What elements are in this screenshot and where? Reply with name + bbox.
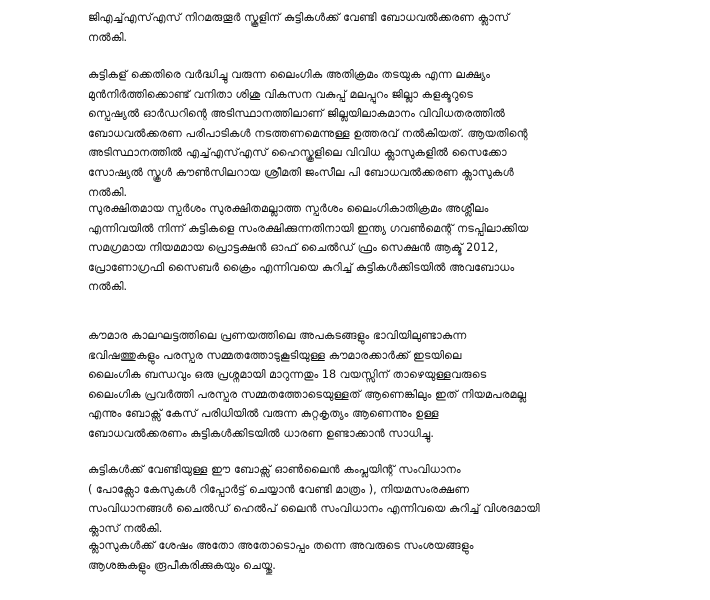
text-line: സോഷ്യൽ സ്കൂൾ കൗൺസിലറായ ശ്രീമതി ജംസീല പി ബോധവൽക്കരണ ക്ലാസുകൾ [88,165,514,179]
text-line: കുട്ടികള് ക്കെതിരെ വർദ്ധിച്ചു വരുന്ന ലൈംഗിക അതിക്രമം തടയുക എന്ന ലക്ഷ്യം [88,68,491,81]
text-line: എന്നിവയിൽ നിന്ന് കുട്ടികളെ സംരക്ഷിക്കുന്നതിനായി ഇന്ത്യ ഗവൺമെന്റ് നടപ്പിലാക്കിയ [88,221,529,235]
text-line: സുരക്ഷിതമായ സ്പർശം സുരക്ഷിതമല്ലാത്ത സ്പർശം ലൈംഗികാതിക്രമം അശ്ലീലം [88,202,489,215]
paragraph-complaint-system [88,460,633,538]
text-line: സമഗ്രമായ നിയമമായ പ്രൊട്ടക്ഷൻ ഓഫ് ചൈൽഡ് ഫ്രം സെക്ഷൻ ആക്ട് 2012, [88,241,499,255]
text-line: നൽകി. [88,185,128,199]
text-line: ബോധവൽക്കരണം കുട്ടികൾക്കിടയിൽ ധാരണ ഉണ്ടാക്കാൻ സാധിച്ചു. [88,426,434,440]
text-line: കുട്ടികൾക്ക് വേണ്ടിയുള്ള ഈ ബോക്സ് ഓൺലൈൻ കംപ്ലയിന്റ് സംവിധാനം [88,463,461,476]
paragraph-background [88,65,633,202]
text-line: ലൈംഗിക പ്രവർത്തി പരസ്പര സമ്മതത്തോടെയുള്ളത് ആണെങ്കിലും ഇത് നിയമപരമല്ല [88,387,527,401]
text-line: അടിസ്ഥാനത്തിൽ എച്ച്എസ്എസ് ഹൈസ്കൂളിലെ വിവിധ ക്ലാസുകളിൽ സൈക്കോ [88,146,507,160]
text-line: നൽകി. [88,280,128,294]
text-line: ഭവിഷത്തുകളും പരസ്പര സമ്മതത്തോടുകൂടിയുള്ള കൗമാരക്കാർക്ക് ഇടയിലെ [88,348,462,362]
text-line: ( പോക്സോ കേസുകൾ റിപ്പോർട്ട് ചെയ്യാൻ വേണ്ടി മാത്രം ), നിയമസംരക്ഷണ [88,482,470,496]
paragraph-conclusion [88,536,633,575]
text-line: കൗമാര കാലഘട്ടത്തിലെ പ്രണയത്തിലെ അപകടങ്ങളും ഭാവിയിലുണ്ടാകുന്ന [88,329,467,342]
text-line: സംവിധാനങ്ങൾ ചൈൽഡ് ഹെൽപ് ലൈൻ സംവിധാനം എന്നിവയെ കുറിച്ച് വിശദമായി [88,502,540,516]
text-line: എന്നും ബോക്സ് കേസ് പരിധിയിൽ വരുന്ന കുറ്റകൃത്യം ആണെന്നും ഉള്ള [88,407,439,421]
text-line: പ്രോണോഗ്രഫി സൈബർ ക്രൈം എന്നിവയെ കുറിച്ച് കുട്ടികൾക്കിടയിൽ അവബോധം [88,260,515,274]
text-line: ക്ലാസ് നൽകി. [88,521,163,535]
text-line: ജിഎച്ച്എസ്എസ് നിറമരുതൂർ സ്കൂളിന് കുട്ടികൾക്ക് വേണ്ടി ബോധവൽക്കരണ ക്ലാസ് [88,11,510,24]
text-line: മുൻനിർത്തിക്കൊണ്ട് വനിതാ ശിശു വികസന വകുപ്പ് മലപ്പുറം ജില്ലാ കളക്ടറുടെ [88,87,473,101]
text-line: ലൈംഗിക ബന്ധവും ഒരു പ്രശ്നമായി മാറുന്നതും 18 വയസ്സിന് താഴെയുള്ളവരുടെ [88,368,487,382]
paragraph-intro [88,8,633,47]
text-line: ക്ലാസുകൾക്ക് ശേഷം അതോ അതോടൊപ്പം തന്നെ അവരുടെ സംശയങ്ങളും [88,539,474,552]
text-line: സ്പെഷ്യൽ ഓർഡറിന്റെ അടിസ്ഥാനത്തിലാണ് ജില്ലയിലാകമാനം വിവിധതരത്തിൽ [88,107,505,121]
text-line: നൽകി. [88,30,128,44]
text-line: ബോധവൽക്കരണ പരിപാടികൾ നടത്തണമെന്നുള്ള ഉത്തരവ് നൽകിയത്. ആയതിന്റെ [88,126,528,140]
paragraph-pocso-act [88,199,633,297]
paragraph-adolescence [88,326,633,444]
text-line: ആശങ്കകളും രൂപീകരിക്കുകയും ചെയ്തു. [88,558,276,572]
